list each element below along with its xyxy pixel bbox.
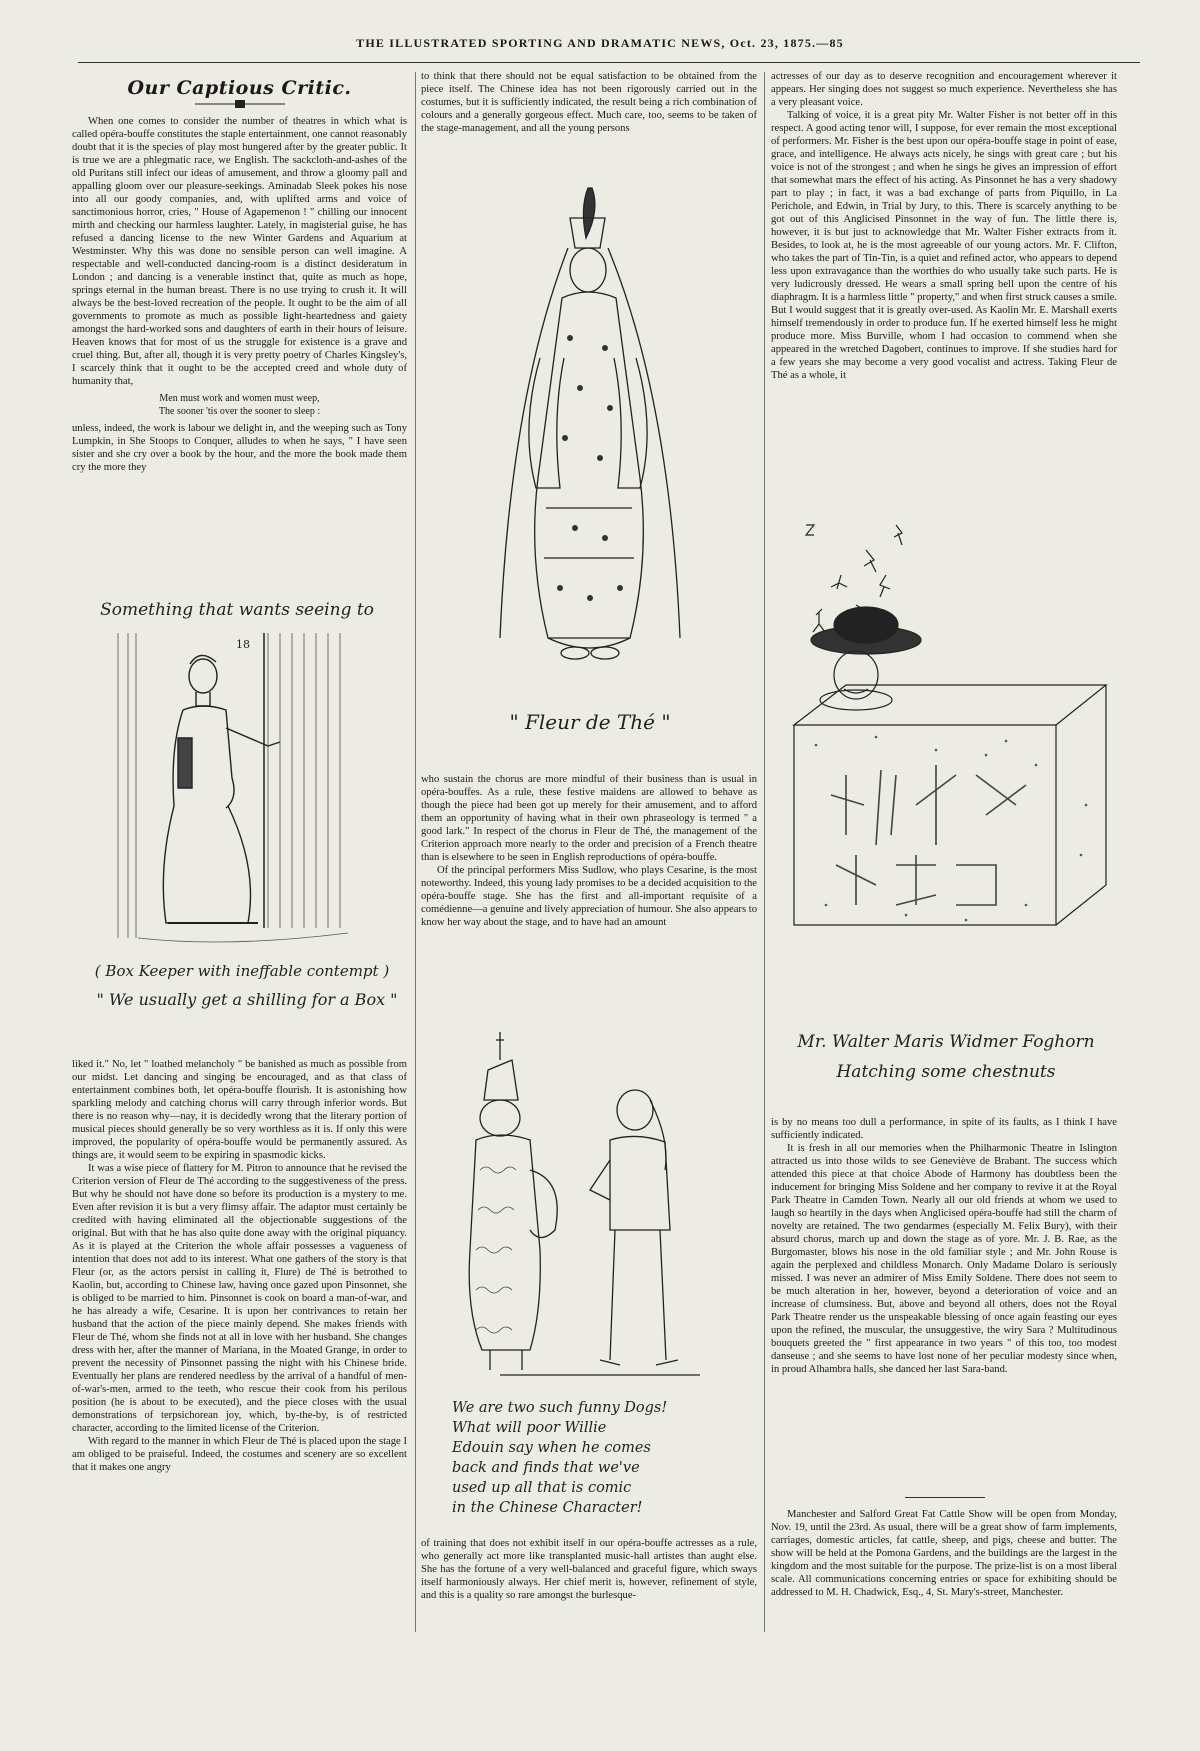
- paragraph: It is fresh in all our memories when the Philharmonic Theatre in Islington attracted us into those wilds to see Geneviève de Brabant. The success which attended this piece at that choice Abode of Harmony has doubtless been the inducement for bringing Miss Soldene and her company to revive it at the Royal Park Theatre in Camden Town. Nearly all our old friends at whom we used to laugh so heartily in the days when Anglicised opéra-bouffe had still the charm of novelty are retained. The two gendarmes (especially M. Felix Bury), with their absurd chorus, march up and down the stage as of yore. Mr. J. B. Rae, as the Burgomaster, blows his nose in the old familiar style ; and Mr. John Rouse is again the perplexed and childless Monarch. Only Madame Dolaro is seriously missed. I was never an admirer of Miss Emily Soldene. There does not seem to be much alteration in her, however, beyond a deterioration of voice and an increase of clumsiness. But, above and beyond all others, does not the Royal Park Theatre render us the unspeakable blessing of once again feasting our eyes upon the refined, the muscular, the unsuggestive, the wiry Sara ? Multitudinous bouquets greeted the " first appearance in two years " of this too, too modest danseuse ; and she seems to have lost none of her peculiar modesty since when, in proud Alhambra halls, she danced her last Sara-band.: [771, 1143, 1117, 1375]
- caption-line: Edouin say when he comes: [452, 1440, 651, 1456]
- verse-line: Men must work and women must weep,: [159, 393, 320, 404]
- caption-line: back and finds that we've: [452, 1460, 640, 1476]
- column-2-top: [421, 70, 757, 160]
- paragraph: liked it." No, let " loathed melancholy " be banished as much as possible from our midst. Let dancing and singing be encouraged, and as that class of entertainment combines both, let opéra-bouffe flourish. It is astonishing how sparkling melody and catching chorus will carry through inferior words. But there is no reason why—nay, it is decidedly wrong that the literary portion of musical pieces should generally be so very worthless as it is. If only this were improved, the popularity of opéra-bouffe would be permanently assured. As things are, it would seem to be expiring in spasmodic kicks.: [72, 1059, 407, 1161]
- section-divider: [905, 1497, 985, 1498]
- paragraph: is by no means too dull a performance, in spite of its faults, as I think I have sufficiently indicated.: [771, 1117, 1117, 1141]
- box-keeper-caption-line1: ( Box Keeper with ineffable contempt ): [94, 962, 390, 980]
- title-ornament: [195, 99, 285, 109]
- column-2-bottom: [421, 1537, 757, 1637]
- column-3-top: [771, 70, 1117, 480]
- paragraph: Talking of voice, it is a great pity Mr. Walter Fisher is not better off in this respect. A good acting tenor will, I suppose, for ever remain the most exceptional of performers. Mr. Fisher is the best upon our opéra-bouffe stage in point of ease, grace, and intelligence. He always acts nicely, he sings with great care ; but his voice is not of the strongest ; and when he sings he gives an impression of effort that somewhat mars the effect of his acting. As Pinsonnet he has a very shadowy part to play ; in fact, it was a bad exchange of parts from Piquillo, in La Perichole, and Edwin, in Trial by Jury, to this. There is scarcely anything to be got out of this Anglicised Pinsonnet in the way of fun. The little there is, however, it is but just to acknowledge that Mr. Walter Fisher extracts from it. Besides, to look at, he is the most agreeable of our young actors. Mr. F. Clifton, who takes the part of Tin-Tin, is a quiet and refined actor, who appears to depend less upon extravagance than the worthies do who usually take such parts. He is very ludicrously dressed. He wears a small spring bell upon the centre of his diaphragm. It is a harmless little " property," and when first struck causes a smile. But I would suggest that it is greatly over-used. As Kaolin Mr. E. Marshall exerts himself tremendously in order to produce fun. If he exerted himself less he might produce more. Miss Burville, whom I had occasion to commend when she appeared in the wretched Dagobert, continues to improve. If she studies hard for a few years she may become a very good vocalist and actress. Taking Fleur de Thé as a whole, it: [771, 110, 1117, 381]
- running-head: THE ILLUSTRATED SPORTING AND DRAMATIC NEWS, Oct. 23, 1875.—85: [356, 36, 844, 50]
- paragraph: actresses of our day as to deserve recognition and encouragement wherever it appears. Her singing does not suggest so much experience. Nevertheless she has a very pleasant voice.: [771, 71, 1117, 108]
- fisher-caption-line2: Hatching some chestnuts: [836, 1062, 1056, 1082]
- paragraph: to think that there should not be equal satisfaction to be obtained from the piece itself. The Chinese idea has not been rigorously carried out in the costumes, but it is sufficiently indicated, the result being a rich combination of colours and a generally gorgeous effect. Much care, too, seems to be taken of the stage-management, and all the young persons: [421, 71, 757, 134]
- two-funny-dogs-illustration: [460, 1030, 730, 1390]
- article-title: Our Captious Critic.: [127, 80, 352, 99]
- fleur-de-the-illustration: [440, 178, 740, 698]
- paragraph: When one comes to consider the number of theatres in which what is called opéra-bouffe constitutes the staple entertainment, one cannot reasonably doubt that it is the species of play most hungered after by the greater public. It is true we are a phlegmatic race, we English. The sackcloth-and-ashes of the old Puritans still infect our ideas of amusement, and throw a gloomy pall and appalling gloom over our pleasure-seekings. Aminadab Sleek pokes his nose into all our goody companies, and, with uplifted arms and voice of sanctimonious horror, cries, " House of Agapemenon ! " chilling our innocent mirth and checking our harmless laughter. Lately, in magisterial guise, he has refused a dancing license to the new Winter Gardens and Aquarium at Westminster. Why this was done no sensible person can well imagine. A respectable and well-conducted dancing-room is a distinct desideratum in London ; and dancing is a venerable instinct that, quite as much as hope, springs eternal in the human breast. There is no use trying to crush it. It will always be the best-loved recreation of the people. It ought to be the aim of all governments to promote as much as possible light-heartedness and gaiety amongst the hard-worked sons and daughters of earth in their hours of leisure. Heaven knows that for most of us the struggle for existence is a grave and cruel thing. But, after all, though it is very pretty poetry of Charles Kingsley's, I scarcely think that it ought to be the accepted creed and whole duty of humanity that,: [72, 116, 407, 387]
- header-rule: [78, 62, 1140, 63]
- fisher-box-illustration: [786, 505, 1116, 1005]
- caption-line: We are two such funny Dogs!: [452, 1400, 668, 1416]
- two-funny-dogs-caption: [452, 1398, 742, 1518]
- column-1-top: [72, 80, 407, 570]
- column-1-bottom: [72, 1058, 407, 1718]
- svg-text:18: 18: [236, 638, 250, 651]
- caption-line: used up all that is comic: [452, 1480, 632, 1496]
- column-rule-2: [764, 72, 765, 1632]
- paragraph: With regard to the manner in which Fleur de Thé is placed upon the stage I am obliged to be praiseful. Indeed, the costumes and scenery are so excellent that it makes one angry: [72, 1436, 407, 1473]
- column-2-middle: [421, 773, 757, 1003]
- paragraph: It was a wise piece of flattery for M. Pitron to announce that he revised the Criterion version of Fleur de Thé according to the suggestiveness of the press. But why he should not have done so before its production is a mystery to me. Even after revision it is but a very flimsy affair. The adaptor must certainly be credited with having eliminated all the objectionable suggestions of the original. But with that he has also quite done away with the original piquancy. As it is played at the Criterion the whole affair possesses a vagueness of intention that does not add to its interest. What one gathers of the story is that Fleur (or, as the actors persist in calling it, Flure) de Thé is betrothed to Kaolin, but, according to Chinese law, having once gazed upon Pinsonnet, she is obliged to be married to him. Pinsonnet is cook on board a man-of-war, and he has already a wife, Cesarine. It is upon her contrivances to retain her husband that the action of the piece mainly depend. She makes friends with Fleur de Thé, whom she finds not at all in love with her husband. She changes dress with her, after the manner of Mariana, in the Moated Grange, in order to prevent the necessity of Pinsonnet passing the night with his Chinese bride. Eventually her plans are rendered needless by the arrival of a handful of men-of-war's-men, armed to the teeth, who rescue their cook from his perilous position (he is about to be executed), and the piece closes with the usual demonstrations of terpsichorean joy, which, by-the-by, is of restricted character, according to the limited license of the Criterion.: [72, 1163, 407, 1434]
- caption-line: in the Chinese Character!: [452, 1500, 643, 1516]
- box-keeper-caption-top: Something that wants seeing to: [100, 600, 374, 620]
- verse-line: The sooner 'tis over the sooner to sleep :: [158, 406, 321, 417]
- paragraph: unless, indeed, the work is labour we delight in, and the weeping such as Tony Lumpkin, in She Stoops to Conquer, alludes to when he says, " I have seen sister and she cry over a book by the hour, and the more the book made them cry the more they: [72, 423, 407, 473]
- fisher-caption-line1: Mr. Walter Maris Widmer Foghorn: [797, 1032, 1095, 1052]
- box-keeper-illustration: [108, 628, 358, 958]
- cattle-show-notice: [771, 1508, 1117, 1648]
- paragraph: who sustain the chorus are more mindful of their business than is usual in opéra-bouffes. As a rule, these festive maidens are allowed to behave as though the piece had been got up merely for their amusement, and to afford them an opportunity of having what in their own phraseology is termed " a good lark." In respect of the chorus in Fleur de Thé, the management of the Criterion approach more nearly to the order and precision of a French theatre than is elsewhere to be seen in English reproductions of opéra-bouffe.: [421, 774, 757, 863]
- column-3-bottom: [771, 1116, 1117, 1496]
- caption-line: What will poor Willie: [452, 1420, 607, 1436]
- box-keeper-caption-line2: " We usually get a shilling for a Box ": [96, 990, 398, 1009]
- paragraph: Of the principal performers Miss Sudlow, who plays Cesarine, is the most noteworthy. Indeed, this young lady promises to be a decided acquisition to the opéra-bouffe stage. She has the first and all-important requisite of a comédienne—a genuine and lively appreciation of humour. She also appears to know her way about the stage, and to have had an amount: [421, 865, 757, 928]
- paragraph: of training that does not exhibit itself in our opéra-bouffe actresses as a rule, who generally act more like transplanted music-hall artistes than aught else. She has the fortune of a very well-balanced and graceful figure, which sways itself harmoniously always. Her chief merit is, however, refinement of style, and this is a quality so rare amongst the burlesque-: [421, 1538, 757, 1601]
- fleur-de-the-caption: " Fleur de Thé ": [509, 710, 671, 734]
- column-rule-1: [415, 72, 416, 1632]
- paragraph: Manchester and Salford Great Fat Cattle Show will be open from Monday, Nov. 19, until the 23rd. As usual, there will be a great show of farm implements, carriages, domestic articles, fat cattle, sheep, and pigs, cheese and butter. The show will be held at the Pomona Gardens, and the buildings are the largest in the kingdom and the most suitable for the purpose. The prize-list is on a most liberal scale. All communications concerning entries or space for exhibiting should be addressed to M. H. Chadwick, Esq., 4, St. Mary's-street, Manchester.: [771, 1509, 1117, 1598]
